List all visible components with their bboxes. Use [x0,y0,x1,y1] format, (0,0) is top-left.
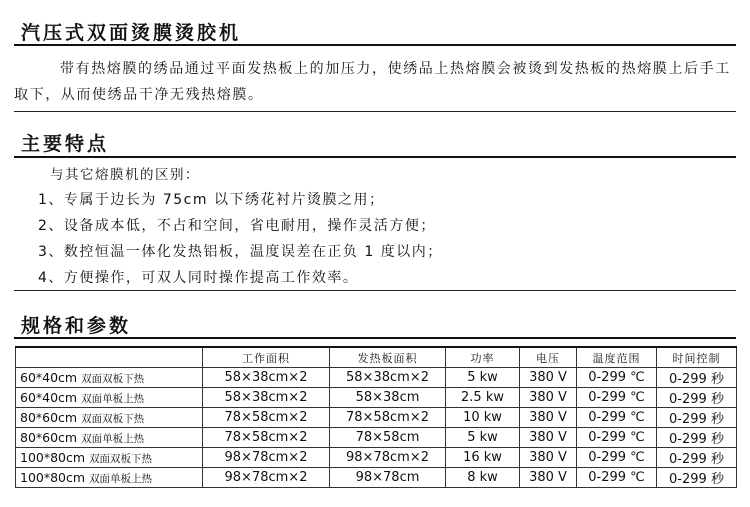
work-area-cell: 98×78cm×2 [203,468,330,488]
temp-cell: 0-299 ℃ [577,428,657,448]
table-row [16,428,737,448]
header-time-control: 时间控制 [657,347,737,368]
time-cell: 0-299 秒 [657,428,737,448]
power-cell: 5 kw [446,428,520,448]
power-cell: 2.5 kw [446,388,520,408]
header-power: 功率 [446,347,520,368]
header-plate-area: 发热板面积 [330,347,446,368]
voltage-cell: 380 V [520,368,577,388]
time-cell: 0-299 秒 [657,468,737,488]
plate-area-cell: 98×78cm×2 [330,448,446,468]
features-block [14,165,736,291]
work-area-cell: 58×38cm×2 [203,388,330,408]
plate-area-cell: 58×38cm [330,388,446,408]
work-area-cell: 58×38cm×2 [203,368,330,388]
table-header-row [16,347,737,368]
header-work-area: 工作面积 [203,347,330,368]
time-cell: 0-299 秒 [657,388,737,408]
voltage-cell: 380 V [520,408,577,428]
temp-cell: 0-299 ℃ [577,408,657,428]
temp-cell: 0-299 ℃ [577,368,657,388]
table-row [16,448,737,468]
model-type: 双面双板下热 [81,372,145,385]
voltage-cell: 380 V [520,448,577,468]
header-voltage: 电压 [520,347,577,368]
header-temp-range: 温度范围 [577,347,657,368]
power-cell: 5 kw [446,368,520,388]
model-size: 60*40cm [20,389,78,405]
voltage-cell: 380 V [520,468,577,488]
model-type: 双面双板下热 [81,412,145,425]
table-row [16,368,737,388]
header-model [16,347,203,368]
model-type: 双面双板下热 [89,452,153,465]
work-area-cell: 78×58cm×2 [203,428,330,448]
power-cell: 10 kw [446,408,520,428]
model-cell [16,388,203,408]
features-list [14,187,736,291]
feature-item: 2、设备成本低，不占和空间，省电耐用，操作灵活方便； [38,218,436,234]
features-bottom-divider [14,290,736,291]
plate-area-cell: 58×38cm×2 [330,368,446,388]
model-type: 双面单板上热 [89,472,153,485]
plate-area-cell: 98×78cm [330,468,446,488]
feature-item: 3、数控恒温一体化发热铝板，温度误差在正负 1 度以内； [38,244,443,260]
model-size: 100*80cm [20,469,86,485]
intro-bottom-divider [14,111,736,112]
power-cell: 16 kw [446,448,520,468]
intro-title-divider [14,44,736,46]
intro-title: 汽压式双面烫膜烫胶机 [21,22,242,44]
work-area-cell: 98×78cm×2 [203,448,330,468]
plate-area-cell: 78×58cm [330,428,446,448]
voltage-cell: 380 V [520,428,577,448]
model-size: 60*40cm [20,369,78,385]
power-cell: 8 kw [446,468,520,488]
model-cell [16,448,203,468]
time-cell: 0-299 秒 [657,368,737,388]
model-cell [16,468,203,488]
model-type: 双面单板上热 [81,392,145,405]
specs-table [15,346,737,488]
temp-cell: 0-299 ℃ [577,468,657,488]
time-cell: 0-299 秒 [657,408,737,428]
model-type: 双面单板上热 [81,432,145,445]
plate-area-cell: 78×58cm×2 [330,408,446,428]
table-row [16,468,737,488]
model-size: 80*60cm [20,409,78,425]
intro-paragraph: 带有热熔膜的绣品通过平面发热板上的加压力，使绣品上热熔膜会被烫到发热板的热熔膜上后手工取下，从而使绣品干净无残热熔膜。 [14,61,731,103]
table-row [16,388,737,408]
temp-cell: 0-299 ℃ [577,388,657,408]
work-area-cell: 78×58cm×2 [203,408,330,428]
voltage-cell: 380 V [520,388,577,408]
specs-title: 规格和参数 [21,315,132,337]
feature-item: 1、专属于边长为 75cm 以下绣花衬片烫膜之用； [38,192,385,208]
table-row [16,408,737,428]
model-cell [16,368,203,388]
model-cell [16,428,203,448]
model-size: 80*60cm [20,429,78,445]
specs-title-divider [14,337,736,339]
features-title: 主要特点 [21,133,110,155]
features-heading: 与其它熔膜机的区别： [50,167,200,183]
model-cell [16,408,203,428]
model-size: 100*80cm [20,449,86,465]
temp-cell: 0-299 ℃ [577,448,657,468]
feature-item: 4、方便操作，可双人同时操作提高工作效率。 [38,270,359,286]
time-cell: 0-299 秒 [657,448,737,468]
features-title-divider [14,156,736,158]
